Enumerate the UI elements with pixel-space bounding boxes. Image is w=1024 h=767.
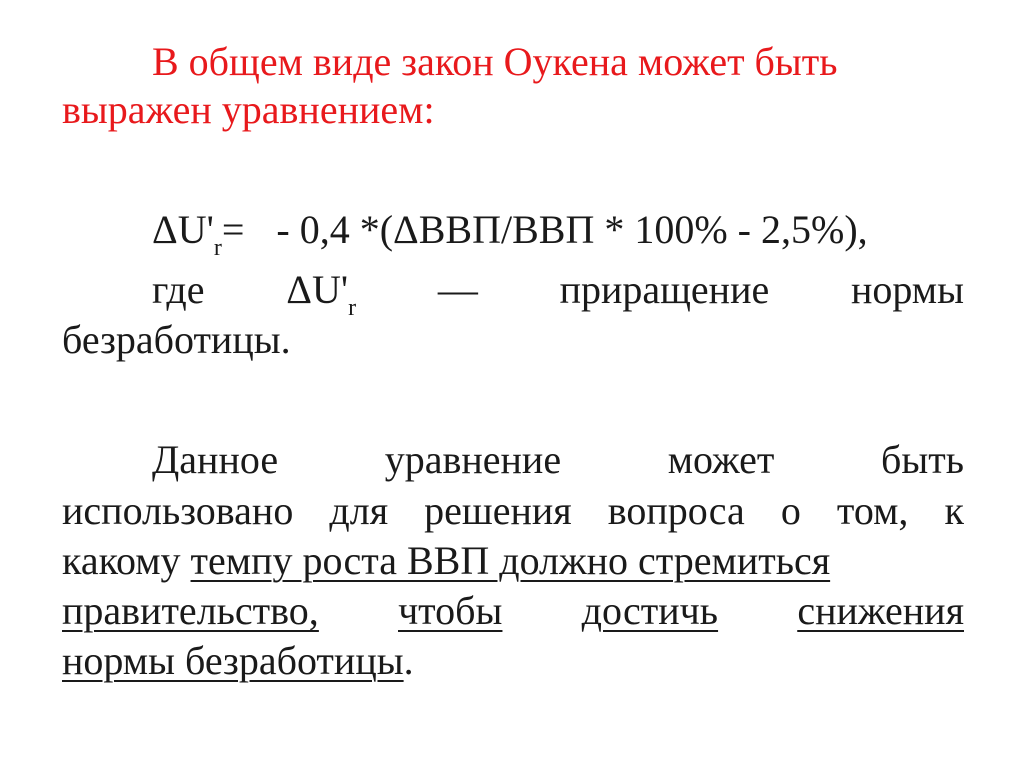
para-word: для bbox=[329, 488, 389, 533]
intro-text-1: В общем виде закон Оукена может быть bbox=[152, 39, 838, 84]
intro-line-1 bbox=[62, 38, 964, 86]
para-text-plain: какому bbox=[62, 538, 191, 583]
para-word: решения bbox=[424, 488, 572, 533]
where-word-increment: приращение bbox=[559, 267, 770, 312]
para-word-underlined: снижения bbox=[797, 588, 964, 633]
where-word-norms: нормы bbox=[850, 267, 964, 312]
equation-lhs bbox=[152, 206, 244, 260]
equation-line bbox=[62, 206, 964, 260]
para-line-2 bbox=[62, 487, 964, 535]
where-line-2 bbox=[62, 316, 964, 364]
para-word: быть bbox=[881, 437, 964, 482]
intro-line-2 bbox=[62, 86, 964, 134]
para-word-underlined: чтобы bbox=[398, 588, 503, 633]
equation-lhs-main: ΔU' bbox=[152, 207, 214, 252]
where-symbol-main: ΔU' bbox=[286, 267, 349, 312]
para-word: уравнение bbox=[384, 437, 562, 482]
where-word: где bbox=[152, 267, 205, 312]
para-line-4 bbox=[62, 587, 964, 635]
para-word-underlined: правительство, bbox=[62, 588, 319, 633]
para-word: может bbox=[667, 437, 775, 482]
slide bbox=[62, 0, 964, 767]
where-dash: — bbox=[437, 267, 478, 312]
para-word: использовано bbox=[62, 488, 294, 533]
where-symbol-subscript: r bbox=[348, 295, 357, 321]
para-word: Данное bbox=[152, 437, 279, 482]
where-line bbox=[62, 266, 964, 320]
where-text-2: безработицы. bbox=[62, 317, 291, 362]
para-word-underlined: достичь bbox=[581, 588, 719, 633]
para-word: о bbox=[780, 488, 801, 533]
para-line-1 bbox=[62, 436, 964, 484]
para-line-5 bbox=[62, 637, 964, 685]
para-text-period: . bbox=[403, 638, 414, 683]
para-text-underlined: нормы безработицы bbox=[62, 638, 404, 683]
para-text-underlined: темпу роста ВВП должно стремиться bbox=[190, 538, 831, 583]
para-line-3 bbox=[62, 537, 964, 585]
equation-rhs: - 0,4 *(ΔВВП/ВВП * 100% - 2,5%), bbox=[276, 207, 868, 252]
equation-lhs-subscript: r bbox=[213, 235, 222, 261]
para-word: к bbox=[944, 488, 964, 533]
equation-equals: = bbox=[221, 207, 245, 252]
where-symbol bbox=[286, 266, 356, 320]
para-word: вопроса bbox=[607, 488, 745, 533]
intro-text-2: выражен уравнением: bbox=[62, 87, 435, 132]
para-word: том, bbox=[836, 488, 909, 533]
